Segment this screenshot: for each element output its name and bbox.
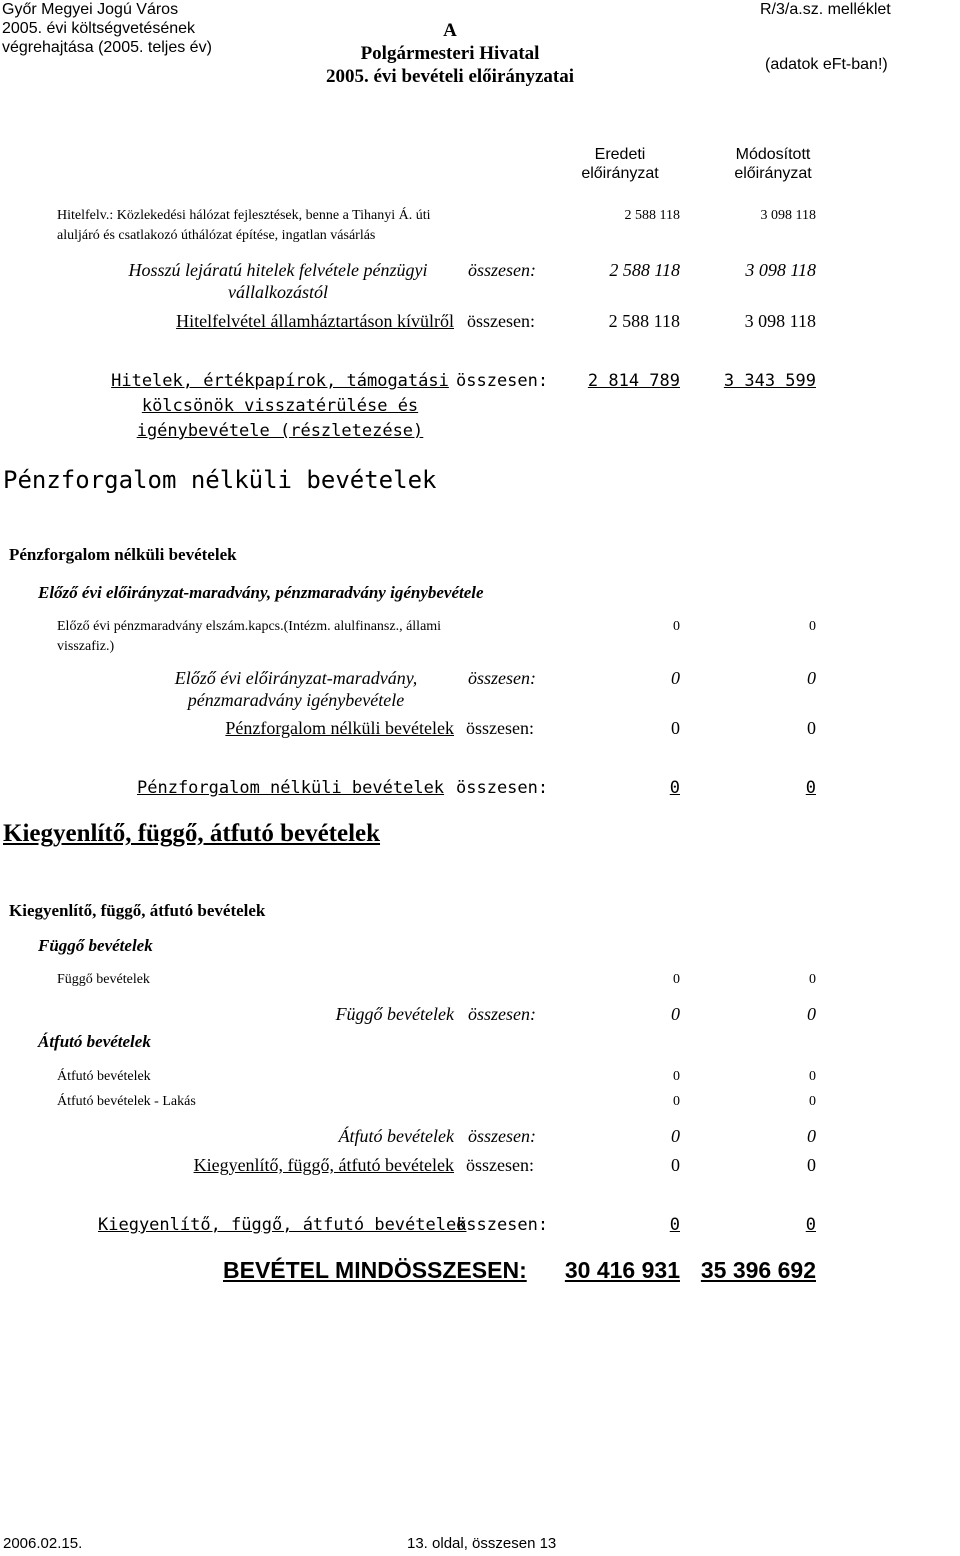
transit-total-modified: 0 xyxy=(807,1126,816,1146)
long-term-loans-original: 2 588 118 xyxy=(609,260,680,280)
credit-total-line1: Hitelek, értékpapírok, támogatási xyxy=(111,371,449,391)
external-credit-original: 2 588 118 xyxy=(608,311,680,331)
transit-item1-label: Átfutó bevételek xyxy=(57,1069,151,1084)
header-period: végrehajtása (2005. teljes év) xyxy=(2,39,212,56)
credit-item-label xyxy=(57,206,430,246)
noncash-item-label xyxy=(57,617,441,657)
page-title: 2005. évi bevételi előirányzatai xyxy=(326,66,574,87)
pending-item-modified: 0 xyxy=(809,972,816,987)
balancing-section-total-original: 0 xyxy=(669,1215,680,1235)
external-credit-label: Hitelfelvétel államháztartáson kívülről xyxy=(176,311,454,331)
transit-total-label: Átfutó bevételek xyxy=(338,1126,454,1146)
noncash-group-total-line2: pénzmaradvány igénybevétele xyxy=(187,690,405,710)
noncash-section-title: Pénzforgalom nélküli bevételek xyxy=(3,466,437,494)
header-center-a: A xyxy=(443,20,457,41)
column-header-original xyxy=(560,145,680,183)
external-credit-tag: összesen: xyxy=(467,311,535,331)
balancing-section-total-modified: 0 xyxy=(805,1215,816,1235)
noncash-section-total-tag: összesen: xyxy=(456,778,549,798)
transit-item1-modified: 0 xyxy=(809,1069,816,1084)
credit-item-original: 2 588 118 xyxy=(624,208,680,223)
long-term-loans-line1: Hosszú lejáratú hitelek felvétele pénzügyi xyxy=(128,260,428,280)
grand-total-modified: 35 396 692 xyxy=(700,1257,816,1283)
pending-total-modified: 0 xyxy=(807,1004,816,1024)
pending-item-label: Függő bevételek xyxy=(57,972,150,987)
noncash-sub-total-modified: 0 xyxy=(807,718,816,738)
transit-item1-original: 0 xyxy=(673,1069,680,1084)
footer-date: 2006.02.15. xyxy=(3,1535,83,1552)
noncash-section-total-modified: 0 xyxy=(805,778,816,798)
transit-total-tag: összesen: xyxy=(468,1126,536,1146)
pending-total-original: 0 xyxy=(671,1004,680,1024)
noncash-item-modified: 0 xyxy=(809,619,816,634)
header-center-block xyxy=(250,19,650,88)
credit-item-line2: aluljáró és csatlakozó úthálózat építése, ingatlan vásárlás xyxy=(57,228,376,243)
noncash-group-total-label xyxy=(130,667,462,711)
balancing-sub-total-tag: összesen: xyxy=(466,1155,534,1175)
transit-item2-modified: 0 xyxy=(809,1094,816,1109)
header-budget: 2005. évi költségvetésének xyxy=(2,20,196,37)
credit-total-original: 2 814 789 xyxy=(587,371,680,391)
header-unit: (adatok eFt-ban!) xyxy=(765,56,888,73)
noncash-sub-title: Pénzforgalom nélküli bevételek xyxy=(9,545,237,564)
header-annex: R/3/a.sz. melléklet xyxy=(760,1,891,18)
credit-total-modified: 3 343 599 xyxy=(723,371,816,391)
noncash-item-original: 0 xyxy=(673,619,680,634)
credit-total-label xyxy=(100,369,460,444)
balancing-section-total-tag: összesen: xyxy=(456,1215,549,1235)
noncash-group-total-original: 0 xyxy=(671,668,680,688)
noncash-group-total-line1: Előző évi előirányzat-maradvány, xyxy=(174,668,418,688)
pending-total-tag: összesen: xyxy=(468,1004,536,1024)
footer-page-number: 13. oldal, összesen 13 xyxy=(407,1535,557,1552)
noncash-section-total-label: Pénzforgalom nélküli bevételek xyxy=(137,778,445,798)
long-term-loans-label xyxy=(100,259,456,303)
credit-item-modified: 3 098 118 xyxy=(760,208,816,223)
pending-total-label: Függő bevételek xyxy=(335,1004,454,1024)
noncash-sub-total-tag: összesen: xyxy=(466,718,534,738)
balancing-section-title: Kiegyenlítő, függő, átfutó bevételek xyxy=(3,820,381,847)
column-header-original-line1: Eredeti xyxy=(594,146,646,163)
transit-total-original: 0 xyxy=(671,1126,680,1146)
credit-total-line3: igénybevétele (részletezése) xyxy=(136,421,424,441)
balancing-sub-total-modified: 0 xyxy=(807,1155,816,1175)
transit-item2-label: Átfutó bevételek - Lakás xyxy=(57,1094,196,1109)
noncash-item-line2: visszafiz.) xyxy=(57,639,115,654)
column-header-modified xyxy=(710,145,836,183)
long-term-loans-tag: összesen: xyxy=(468,260,536,280)
external-credit-modified: 3 098 118 xyxy=(744,311,816,331)
header-city: Győr Megyei Jogú Város xyxy=(2,1,179,18)
noncash-group-title: Előző évi előirányzat-maradvány, pénzmaradvány igénybevétele xyxy=(38,583,484,602)
balancing-sub-title: Kiegyenlítő, függő, átfutó bevételek xyxy=(9,901,266,920)
transit-title: Átfutó bevételek xyxy=(38,1032,151,1051)
noncash-group-total-tag: összesen: xyxy=(468,668,536,688)
column-header-original-line2: előirányzat xyxy=(581,165,659,182)
credit-total-tag: összesen: xyxy=(456,371,549,391)
credit-total-line2: kölcsönök visszatérülése és xyxy=(141,396,419,416)
pending-title: Függő bevételek xyxy=(38,936,153,955)
grand-total-label: BEVÉTEL MINDÖSSZESEN: xyxy=(223,1257,527,1283)
header-office: Polgármesteri Hivatal xyxy=(360,43,540,64)
grand-total-original: 30 416 931 xyxy=(564,1257,680,1283)
noncash-sub-total-original: 0 xyxy=(671,718,680,738)
noncash-item-line1: Előző évi pénzmaradvány elszám.kapcs.(Intézm. alulfinansz., állami xyxy=(57,619,442,634)
noncash-sub-total-label: Pénzforgalom nélküli bevételek xyxy=(225,718,454,738)
header-left-block xyxy=(2,0,212,57)
pending-item-original: 0 xyxy=(673,972,680,987)
column-header-modified-line2: előirányzat xyxy=(734,165,812,182)
long-term-loans-modified: 3 098 118 xyxy=(745,260,816,280)
long-term-loans-line2: vállalkozástól xyxy=(228,282,328,302)
balancing-section-total-label: Kiegyenlítő, függő, átfutó bevételek xyxy=(98,1215,467,1235)
noncash-group-total-modified: 0 xyxy=(807,668,816,688)
column-header-modified-line1: Módosított xyxy=(735,146,811,163)
balancing-sub-total-label: Kiegyenlítő, függő, átfutó bevételek xyxy=(193,1155,454,1175)
credit-item-line1: Hitelfelv.: Közlekedési hálózat fejlesztések, benne a Tihanyi Á. úti xyxy=(57,208,431,223)
noncash-section-total-original: 0 xyxy=(669,778,680,798)
balancing-sub-total-original: 0 xyxy=(671,1155,680,1175)
transit-item2-original: 0 xyxy=(673,1094,680,1109)
